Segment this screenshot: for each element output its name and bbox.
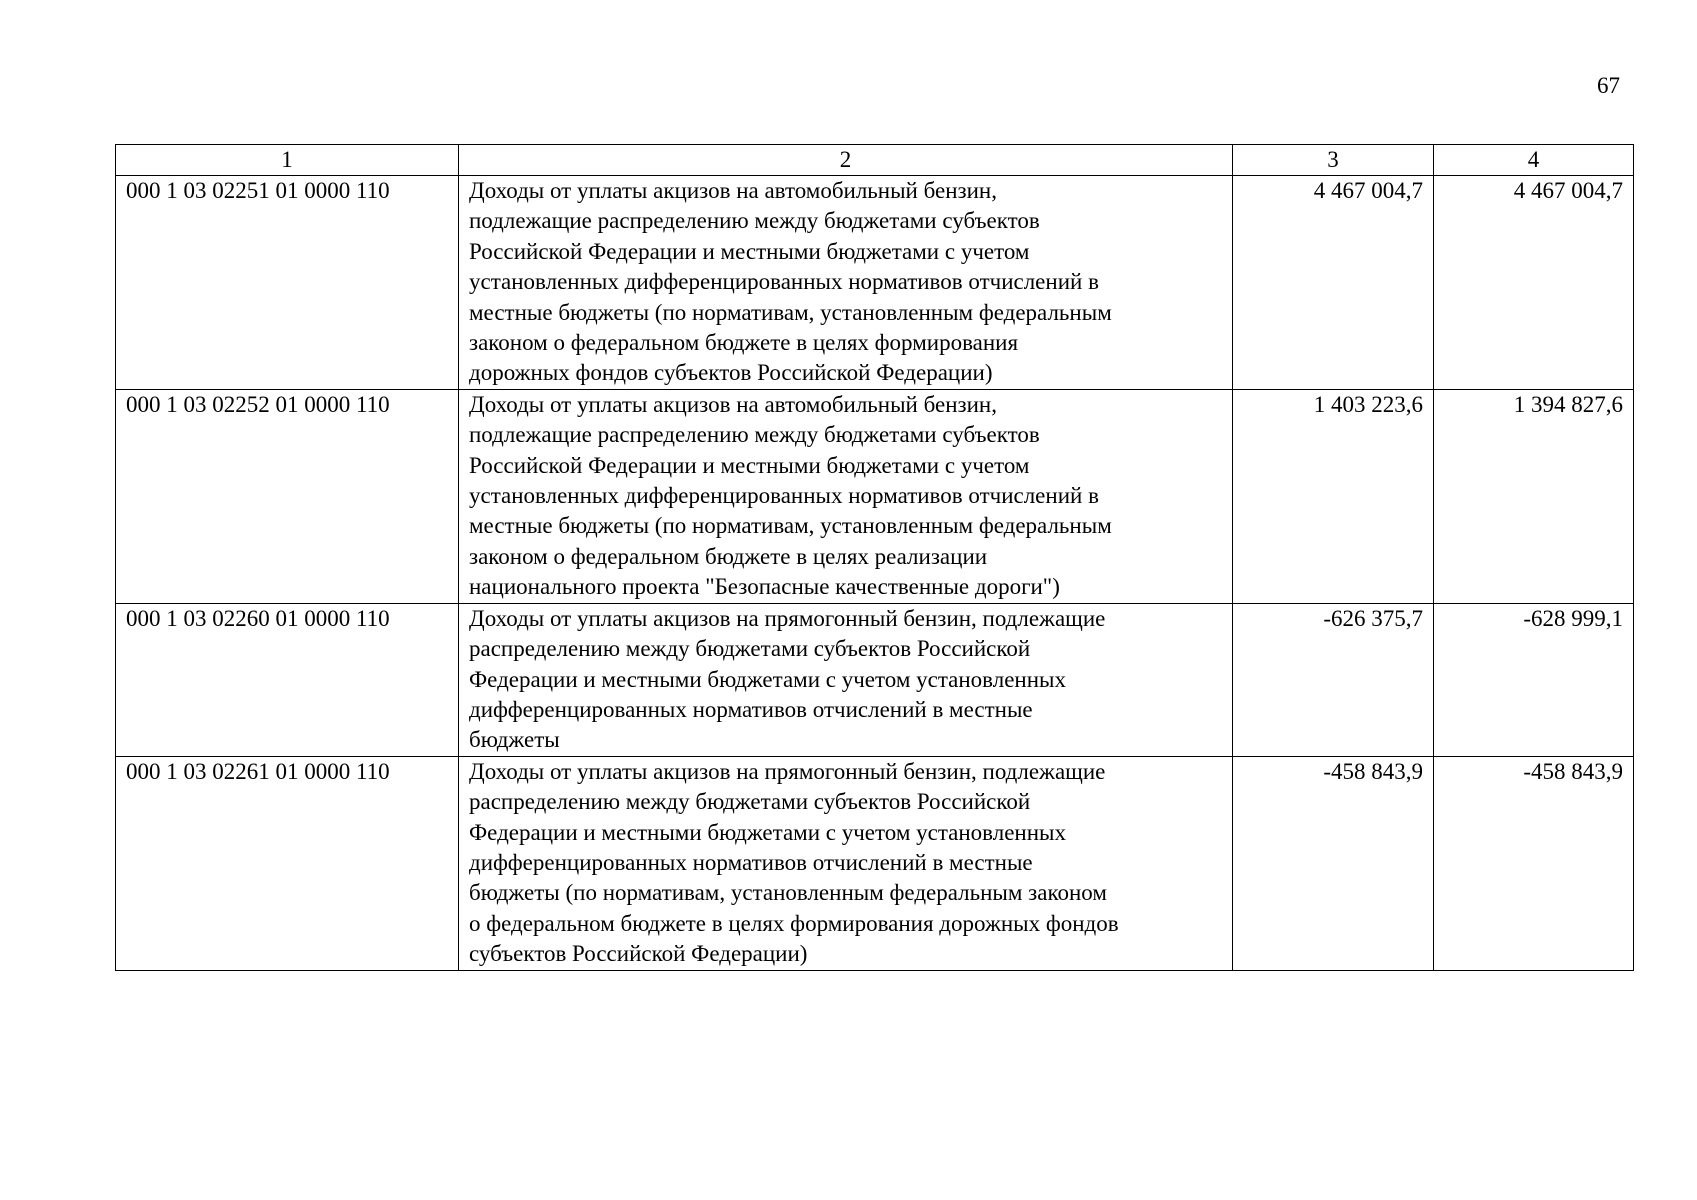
- revenue-description: Доходы от уплаты акцизов на автомобильный бензин, подлежащие распределению между бюджетами субъектов Российской Федерации и местными бюджетами с учетом установленных дифференцированных нормативов отчислений в местные бюджеты (по нормативам, установленным федеральным законом о федеральном бюджете в целях реализации национального проекта "Безопасные качественные дороги"): [459, 389, 1233, 603]
- revenue-description: Доходы от уплаты акцизов на автомобильный бензин, подлежащие распределению между бюджетами субъектов Российской Федерации и местными бюджетами с учетом установленных дифференцированных нормативов отчислений в местные бюджеты (по нормативам, установленным федеральным законом о федеральном бюджете в целях формирования дорожных фондов субъектов Российской Федерации): [459, 176, 1233, 390]
- amount-column-4: 1 394 827,6: [1434, 389, 1634, 603]
- table-row: [116, 389, 1634, 603]
- amount-column-3: 4 467 004,7: [1233, 176, 1434, 390]
- budget-classification-code: 000 1 03 02261 01 0000 110: [116, 756, 459, 970]
- budget-classification-code: 000 1 03 02251 01 0000 110: [116, 176, 459, 390]
- amount-column-3: 1 403 223,6: [1233, 389, 1434, 603]
- amount-column-4: -458 843,9: [1434, 756, 1634, 970]
- amount-column-3: -458 843,9: [1233, 756, 1434, 970]
- column-header-2: 2: [459, 145, 1233, 176]
- budget-revenue-table: [115, 144, 1634, 971]
- budget-classification-code: 000 1 03 02252 01 0000 110: [116, 389, 459, 603]
- amount-column-4: -628 999,1: [1434, 603, 1634, 756]
- page-number: 67: [1597, 73, 1620, 98]
- revenue-description: Доходы от уплаты акцизов на прямогонный бензин, подлежащие распределению между бюджетами субъектов Российской Федерации и местными бюджетами с учетом установленных дифференцированных нормативов отчислений в местные бюджеты (по нормативам, установленным федеральным законом о федеральном бюджете в целях формирования дорожных фондов субъектов Российской Федерации): [459, 756, 1233, 970]
- table-header-row: [116, 145, 1634, 176]
- budget-classification-code: 000 1 03 02260 01 0000 110: [116, 603, 459, 756]
- column-header-4: 4: [1434, 145, 1634, 176]
- table-row: [116, 603, 1634, 756]
- table-row: [116, 756, 1634, 970]
- table-row: [116, 176, 1634, 390]
- amount-column-4: 4 467 004,7: [1434, 176, 1634, 390]
- amount-column-3: -626 375,7: [1233, 603, 1434, 756]
- revenue-description: Доходы от уплаты акцизов на прямогонный бензин, подлежащие распределению между бюджетами субъектов Российской Федерации и местными бюджетами с учетом установленных дифференцированных нормативов отчислений в местные бюджеты: [459, 603, 1233, 756]
- column-header-3: 3: [1233, 145, 1434, 176]
- column-header-1: 1: [116, 145, 459, 176]
